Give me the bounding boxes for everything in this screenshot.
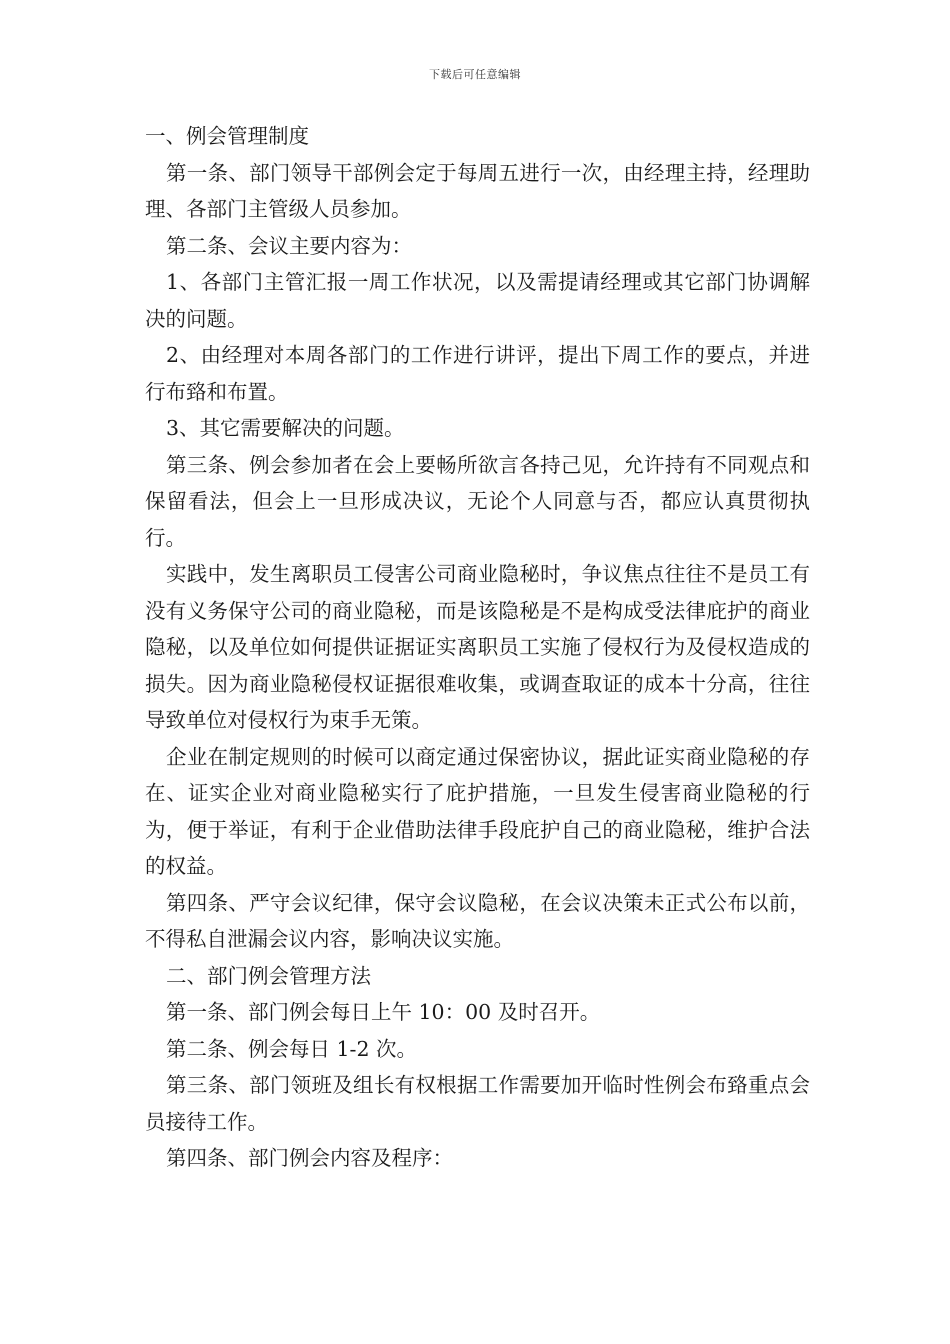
paragraph: 第四条、部门例会内容及程序： bbox=[166, 1146, 453, 1170]
list-item: 1、各部门主管汇报一周工作状况，以及需提请经理或其它部门协调解决的问题。 bbox=[145, 270, 810, 331]
paragraph: 第二条、例会每日 1-2 次。 bbox=[166, 1036, 418, 1061]
paragraph: 实践中，发生离职员工侵害公司商业隐秘时，争议焦点往往不是员工有没有义务保守公司的商业隐秘，而是该隐秘是不是构成受法律庇护的商业隐秘，以及单位如何提供证据证实离职员工实施了侵权行为及侵权造成的损失。因为商业隐秘侵权证据很难收集，或调查取证的成本十分高，往往导致单位对侵权行为束手无策。 bbox=[145, 562, 810, 732]
document-body bbox=[145, 118, 810, 1177]
paragraph: 企业在制定规则的时候可以商定通过保密协议，据此证实商业隐秘的存在、证实企业对商业隐秘实行了庇护措施，一旦发生侵害商业隐秘的行为，便于举证，有利于企业借助法律手段庇护自己的商业隐秘，维护合法的权益。 bbox=[145, 744, 810, 878]
paragraph: 第四条、严守会议纪律，保守会议隐秘，在会议决策未正式公布以前，不得私自泄漏会议内容，影响决议实施。 bbox=[145, 890, 810, 951]
paragraph: 第三条、部门领班及组长有权根据工作需要加开临时性例会布臵重点会员接待工作。 bbox=[145, 1073, 810, 1134]
paragraph: 第二条、会议主要内容为： bbox=[166, 233, 412, 258]
section-heading: 二、部门例会管理方法 bbox=[166, 963, 371, 988]
list-item: 3、其它需要解决的问题。 bbox=[166, 416, 405, 440]
section-heading: 一、例会管理制度 bbox=[145, 124, 309, 148]
paragraph: 第一条、部门领导干部例会定于每周五进行一次，由经理主持，经理助理、各部门主管级人员参加。 bbox=[145, 160, 810, 221]
page-header: 下载后可任意编辑 bbox=[429, 68, 521, 81]
paragraph: 第一条、部门例会每日上午 10：00 及时召开。 bbox=[166, 1000, 601, 1024]
list-item: 2、由经理对本周各部门的工作进行讲评，提出下周工作的要点，并进行布臵和布置。 bbox=[145, 343, 810, 404]
paragraph: 第三条、例会参加者在会上要畅所欲言各持己见，允许持有不同观点和保留看法，但会上一旦形成决议，无论个人同意与否，都应认真贯彻执行。 bbox=[145, 452, 810, 550]
